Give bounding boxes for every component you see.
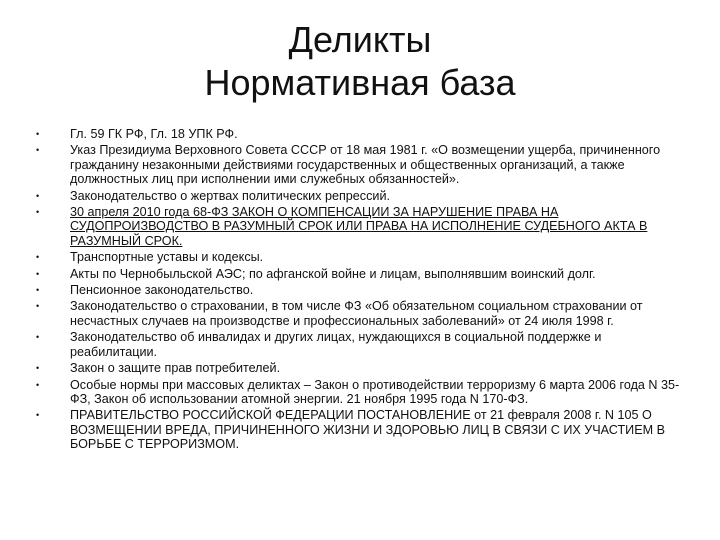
list-item-text: Указ Президиума Верховного Совета СССР от 18 мая 1981 г. «О возмещении ущерба, причиненного гражданину незаконными действиями государственных и общественных организаций, а также должностных лиц при исполнении ими служебных обязанностей».: [70, 143, 661, 187]
bullet-icon: •: [36, 145, 40, 156]
list-item-text: Законодательство об инвалидах и других лицах, нуждающихся в социальной поддержке и реабилитации.: [70, 330, 602, 359]
bullet-list: [36, 127, 686, 454]
list-item-text: Транспортные уставы и кодексы.: [70, 250, 264, 265]
title-line-1: Деликты: [288, 19, 432, 60]
bullet-icon: •: [36, 207, 40, 218]
list-item-text: ПРАВИТЕЛЬСТВО РОССИЙСКОЙ ФЕДЕРАЦИИ ПОСТАНОВЛЕНИЕ от 21 февраля 2008 г. N 105 О ВОЗМЕЩЕНИИ ВРЕДА, ПРИЧИНЕННОГО ЖИЗНИ И ЗДОРОВЬЮ ЛИЦ В СВЯЗИ С ИХ УЧАСТИЕМ В БОРЬБЕ С ТЕРРОРИЗМОМ.: [70, 408, 665, 452]
list-item: [36, 330, 686, 359]
list-item: [36, 283, 686, 297]
bullet-icon: •: [36, 268, 40, 279]
bullet-icon: •: [36, 410, 40, 421]
list-item: [36, 205, 686, 248]
list-item: [36, 267, 686, 281]
list-item-text: Акты по Чернобыльской АЭС; по афганской войне и лицам, выполнявшим воинский долг.: [70, 266, 596, 281]
list-item: [36, 299, 686, 328]
list-item-text: Законодательство о страховании, в том числе ФЗ «Об обязательном социальном страховании от несчастных случаев на производстве и профессиональных заболеваний» от 24 июля 1998 г.: [70, 299, 643, 328]
list-item: [36, 378, 686, 407]
bullet-icon: •: [36, 363, 40, 374]
bullet-icon: •: [36, 252, 40, 263]
bullet-icon: •: [36, 379, 40, 390]
slide-title: [0, 18, 720, 104]
list-item: [36, 361, 686, 375]
list-item-text: Гл. 59 ГК РФ, Гл. 18 УПК РФ.: [70, 127, 238, 141]
bullet-icon: •: [36, 301, 40, 312]
list-item-text: Особые нормы при массовых деликтах – Закон о противодействии терроризму 6 марта 2006 года N 35-ФЗ, Закон об использовании атомной энергии. 21 ноября 1995 года N 170-ФЗ.: [70, 377, 680, 406]
list-item-text: Законодательство о жертвах политических репрессий.: [70, 188, 390, 203]
list-item-text: Пенсионное законодательство.: [70, 283, 254, 298]
bullet-icon: •: [36, 129, 40, 139]
list-item: [36, 189, 686, 203]
list-item: [36, 143, 686, 186]
list-item-text: 30 апреля 2010 года 68-ФЗ ЗАКОН О КОМПЕНСАЦИИ ЗА НАРУШЕНИЕ ПРАВА НА СУДОПРОИЗВОДСТВО В РАЗУМНЫЙ СРОК ИЛИ ПРАВА НА ИСПОЛНЕНИЕ СУДЕБНОГО АКТА В РАЗУМНЫЙ СРОК.: [70, 205, 648, 248]
list-item-text: Закон о защите прав потребителей.: [70, 361, 281, 376]
title-line-2: Нормативная база: [204, 62, 516, 103]
bullet-icon: •: [36, 190, 40, 201]
list-item: [36, 127, 686, 141]
list-item: [36, 250, 686, 264]
bullet-icon: •: [36, 332, 40, 343]
list-item: [36, 408, 686, 451]
bullet-icon: •: [36, 285, 40, 296]
